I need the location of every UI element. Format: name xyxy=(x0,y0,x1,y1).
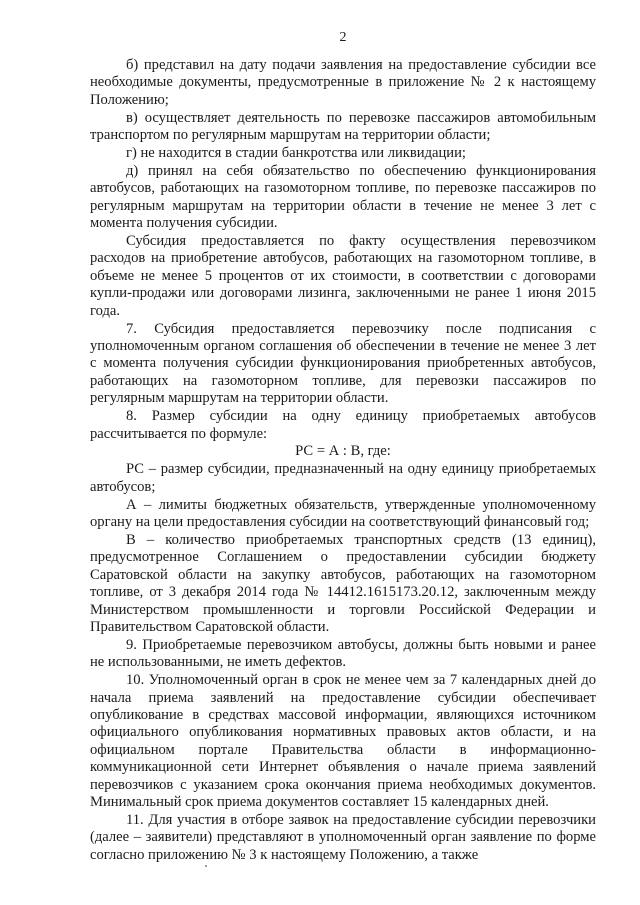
paragraph-b: б) представил на дату подачи заявления на предоставление субсидии все необходимые документы, предусмотренные в приложение № 2 к настоящему Положению; xyxy=(90,57,596,108)
paragraph-10: 10. Уполномоченный орган в срок не менее чем за 7 календарных дней до начала приема заявлений на предоставление субсидии обеспечивает опубликование в средствах массовой информации, являющихся источником официального опубликования нормативных правовых актов области, и на официальном портале Правительства области в информационно-коммуникационной сети Интернет объявления о начале приема заявлений перевозчиков с указанием срока окончания приема необходимых документов. Минимальный срок приема документов составляет 15 календарных дней. xyxy=(90,672,596,811)
scan-speck xyxy=(205,865,207,867)
definition-a: А – лимиты бюджетных обязательств, утвержденные уполномоченному органу на цели предоставления субсидии на соответствующий финансовый год; xyxy=(90,496,596,531)
paragraph-d: д) принял на себя обязательство по обеспечению функционирования автобусов, работающих на газомоторном топливе, по перевозке пассажиров по регулярным маршрутам на территории области в течение не менее 3 лет с момента получения субсидии. xyxy=(90,162,596,232)
paragraph-subsidy-basis: Субсидия предоставляется по факту осуществления перевозчиком расходов на приобретение автобусов, работающих на газомоторном топливе, в объеме не менее 5 процентов от их стоимости, в соответствии с договорами купли-продажи или договорами лизинга, заключенными не ранее 1 июня 2015 года. xyxy=(90,233,596,319)
paragraph-v: в) осуществляет деятельность по перевозке пассажиров автомобильным транспортом по регулярным маршрутам на территории области; xyxy=(90,109,596,144)
page-number: 2 xyxy=(339,30,347,45)
definition-rs: РС – размер субсидии, предназначенный на одну единицу приобретаемых автобусов; xyxy=(90,461,596,495)
paragraph-g: г) не находится в стадии банкротства или ликвидации; xyxy=(126,145,466,162)
paragraph-8: 8. Размер субсидии на одну единицу приобретаемых автобусов рассчитывается по формуле: xyxy=(90,408,596,442)
paragraph-11: 11. Для участия в отборе заявок на предоставление субсидии перевозчики (далее – заявители) представляют в уполномоченный орган заявление по форме согласно приложению № 3 к настоящему Положению, а также xyxy=(90,811,596,863)
paragraph-9: 9. Приобретаемые перевозчиком автобусы, должны быть новыми и ранее не использованными, не иметь дефектов. xyxy=(90,636,596,671)
definition-b: В – количество приобретаемых транспортных средств (13 единиц), предусмотренное Соглашением о предоставлении субсидии бюджету Саратовской области на закупку автобусов, работающих на газомоторном топливе, от 3 декабря 2014 года № 14412.1615173.20.12, заключенным между Министерством промышленности и торговли Российской Федерации и Правительством Саратовской области. xyxy=(90,531,596,635)
paragraph-7: 7. Субсидия предоставляется перевозчику после подписания с уполномоченным органом соглашения об обеспечении в течение не менее 3 лет с момента получения субсидии функционирования приобретенных автобусов, работающих на газомоторном топливе, для перевозки пассажиров по регулярным маршрутам на территории области. xyxy=(90,320,596,407)
formula: РС = А : В, где: xyxy=(295,443,391,460)
